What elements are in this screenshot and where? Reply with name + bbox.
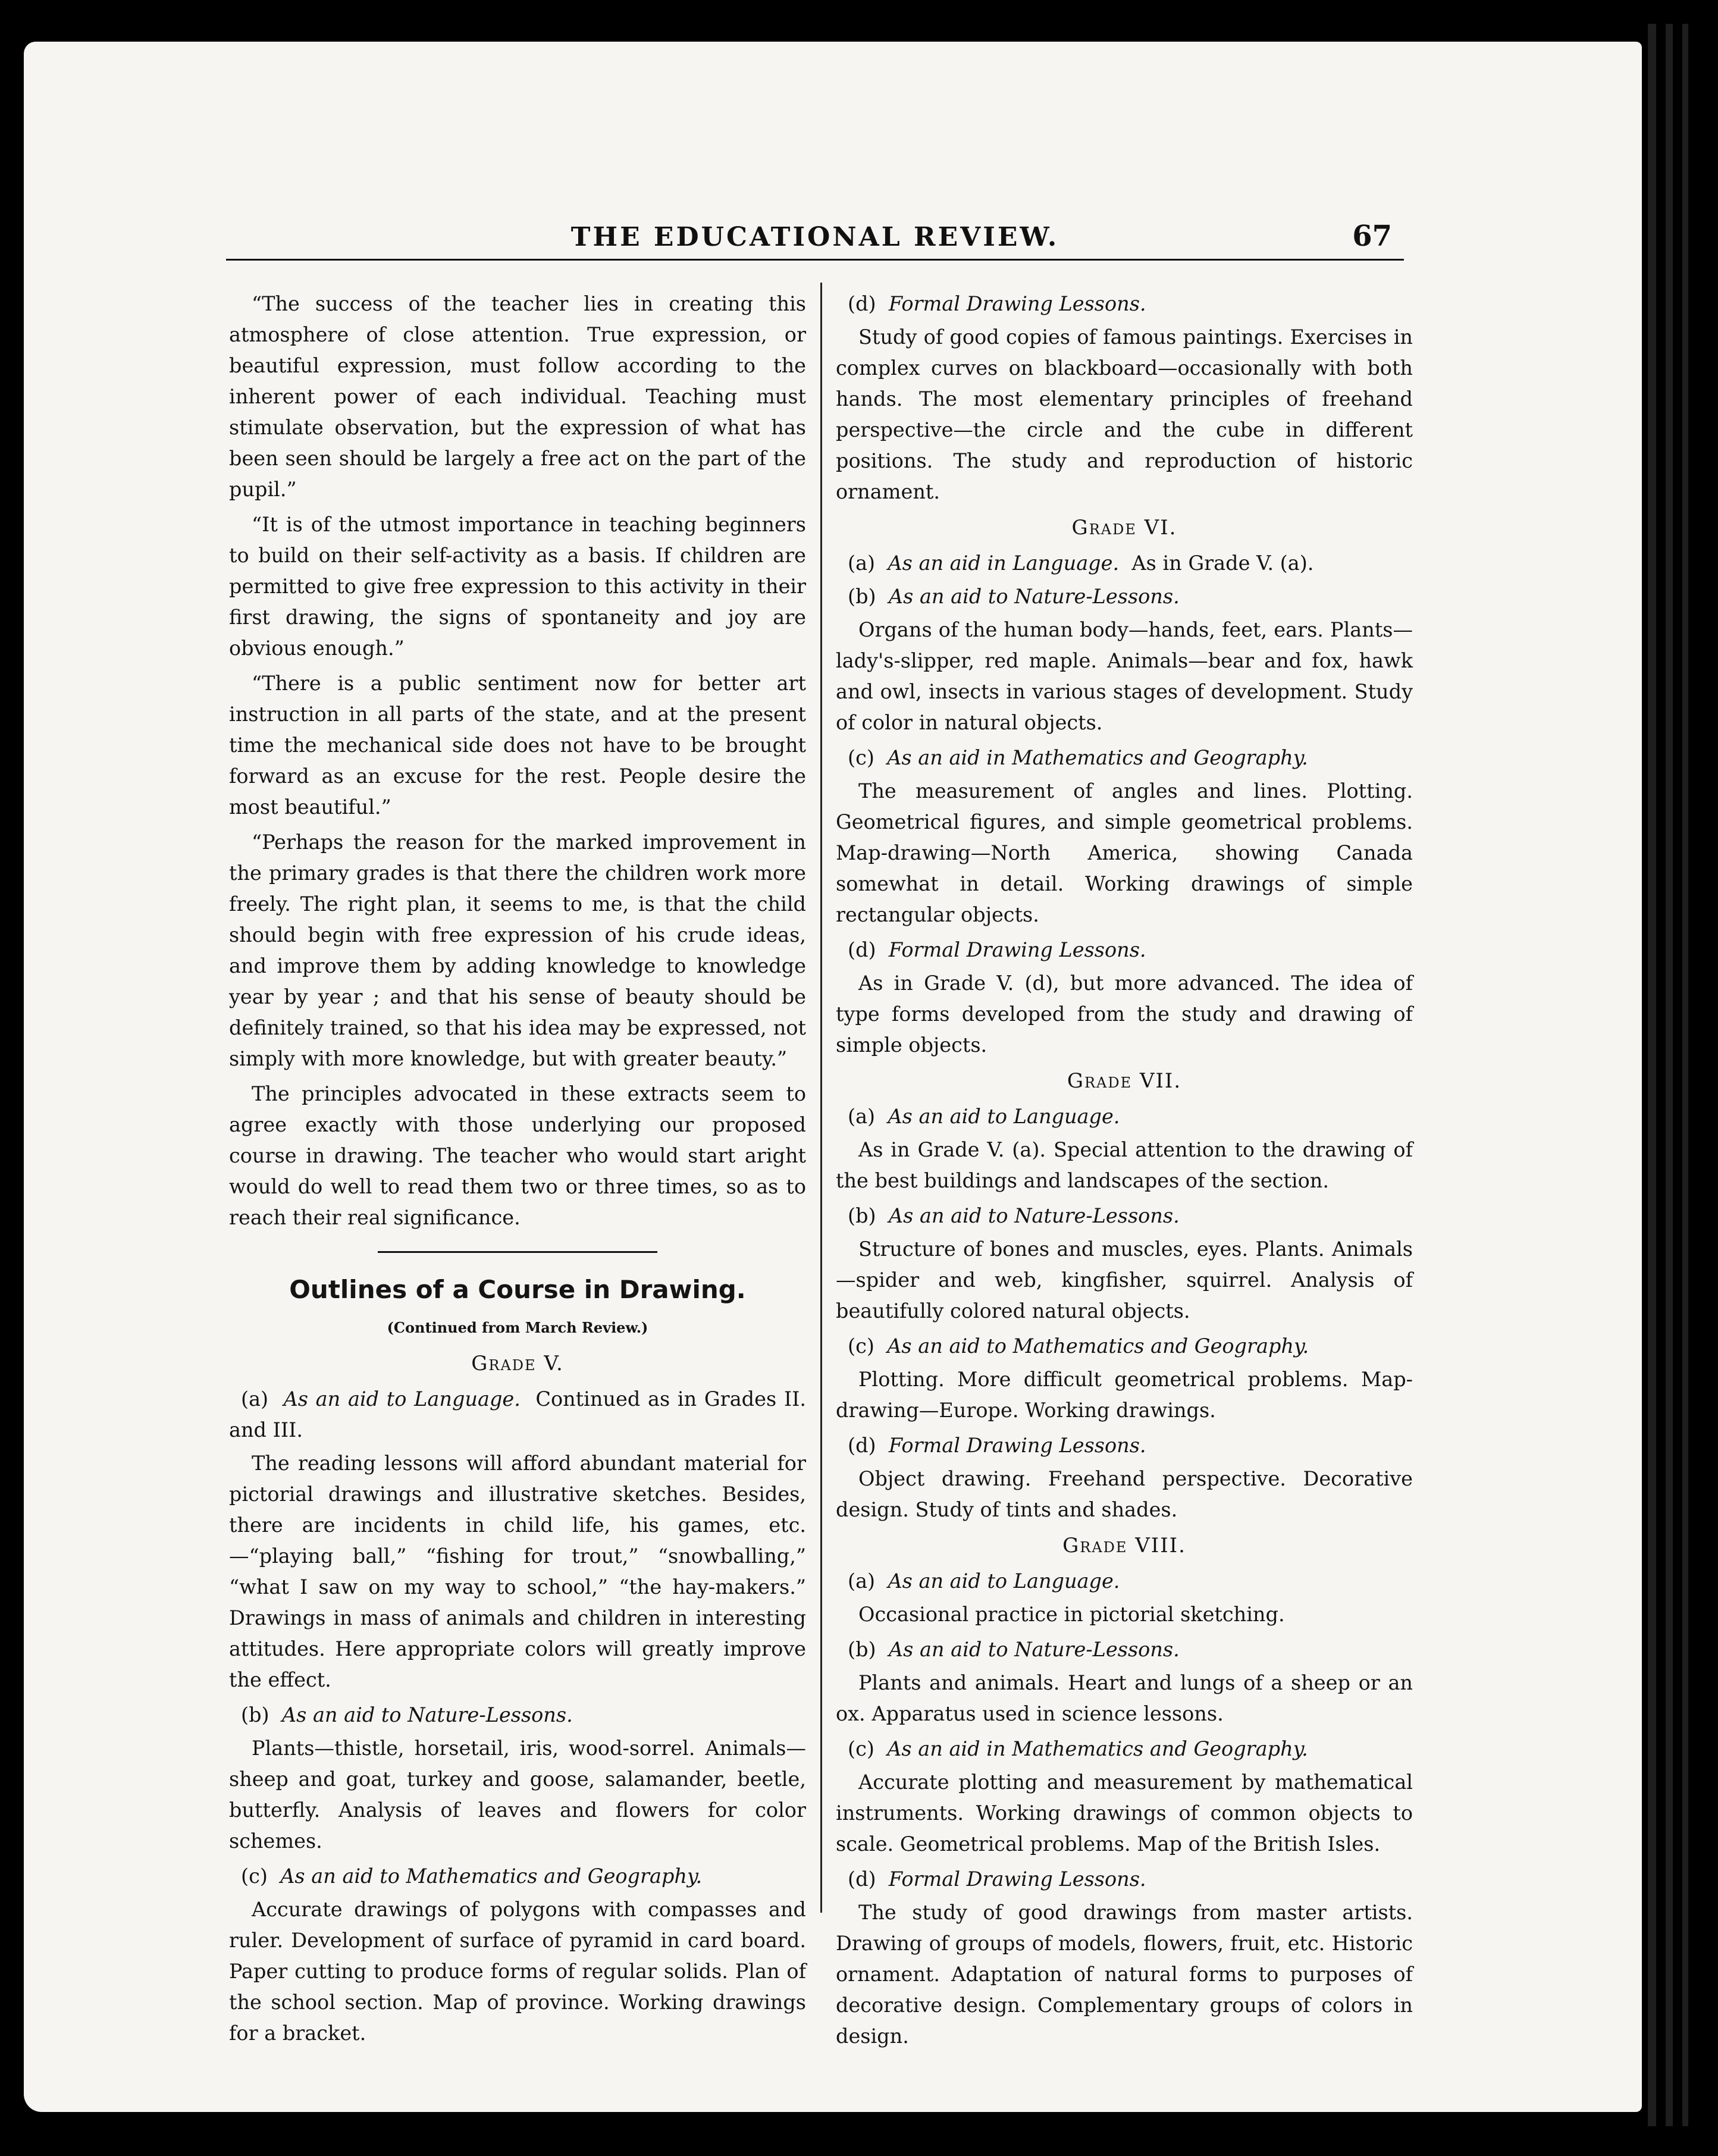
body-paragraph: Structure of bones and muscles, eyes. Plants. Animals—spider and web, kingfisher, squirrel. Analysis of beautifully colored natural objects. — [836, 1237, 1413, 1323]
item-marker: (c) — [241, 1864, 268, 1888]
item-label: Formal Drawing Lessons. — [888, 1434, 1146, 1457]
body-paragraph: Plants and animals. Heart and lungs of a sheep or an ox. Apparatus used in science lessons. — [836, 1671, 1413, 1725]
binding-edge-stripe — [1666, 24, 1673, 2126]
body-paragraph: The reading lessons will afford abundant material for pictorial drawings and illustrative sketches. Besides, there are incidents in child life, his games, etc.—“playing ball,” “fishing for trout,” “snowballing,” “what I saw on my way to school,” “the hay-makers.” Drawings in mass of animals and children in interesting attitudes. Here appropriate colors will greatly improve the effect. — [229, 1452, 806, 1691]
body-paragraph: Accurate plotting and measurement by mathematical instruments. Working drawings of common objects to scale. Geometrical problems. Map of the British Isles. — [836, 1770, 1413, 1856]
sub-item — [836, 1430, 1413, 1461]
body-paragraph: The measurement of angles and lines. Plotting. Geometrical figures, and simple geometrical problems. Map-drawing—North America, showing Canada somewhat in detail. Working drawings of simple rectangular objects. — [836, 779, 1413, 926]
item-marker: (a) — [848, 551, 876, 575]
left-column — [229, 289, 806, 2053]
body-paragraph: Plants—thistle, horsetail, iris, wood-sorrel. Animals—sheep and goat, turkey and goose, salamander, beetle, butterfly. Analysis of leaves and flowers for color schemes. — [229, 1737, 806, 1853]
binding-edge-stripe — [1648, 24, 1656, 2126]
sub-item — [836, 935, 1413, 966]
body-paragraph: The principles advocated in these extracts seem to agree exactly with those underlying our proposed course in drawing. The teacher who would start aright would do well to read them two or three times, so as to reach their real significance. — [229, 1082, 806, 1229]
sub-item — [836, 1634, 1413, 1665]
item-marker: (b) — [848, 585, 876, 608]
item-label: As an aid to Nature-Lessons. — [888, 585, 1180, 608]
grade-heading: Grade V. — [471, 1352, 564, 1375]
body-paragraph: As in Grade V. (d), but more advanced. The idea of type forms developed from the study and drawing of simple objects. — [836, 972, 1413, 1057]
item-label: As an aid in Mathematics and Geography. — [887, 1737, 1308, 1760]
item-label: As an aid to Language. — [888, 1569, 1120, 1593]
body-paragraph: The study of good drawings from master artists. Drawing of groups of models, flowers, fruit, etc. Historic ornament. Adaptation of natural forms to purposes of decorative design. Complementary groups of colors in design. — [836, 1901, 1413, 2048]
item-marker: (c) — [848, 746, 874, 769]
item-marker: (a) — [241, 1387, 269, 1411]
item-marker: (b) — [848, 1638, 876, 1661]
sub-item — [836, 1734, 1413, 1765]
article-title: Outlines of a Course in Drawing. — [289, 1275, 746, 1304]
sub-item — [836, 742, 1413, 773]
sub-item — [836, 581, 1413, 612]
continuation-note: (Continued from March Review.) — [387, 1319, 648, 1336]
body-paragraph: Object drawing. Freehand perspective. Decorative design. Study of tints and shades. — [836, 1467, 1413, 1521]
item-marker: (d) — [848, 292, 876, 315]
item-label: As an aid in Language. — [888, 551, 1120, 575]
item-label: Formal Drawing Lessons. — [888, 292, 1146, 315]
sub-item — [836, 289, 1413, 319]
item-label: As an aid to Nature-Lessons. — [888, 1638, 1180, 1661]
item-label: As an aid to Nature-Lessons. — [888, 1204, 1180, 1227]
binding-edge-stripe — [1682, 24, 1688, 2126]
sub-item — [229, 1861, 806, 1892]
grade-heading: Grade VIII. — [1062, 1534, 1186, 1558]
item-label: As an aid to Mathematics and Geography. — [887, 1334, 1309, 1358]
item-marker: (d) — [848, 1434, 876, 1457]
body-paragraph: As in Grade V. (a). Special attention to the drawing of the best buildings and landscapes of the section. — [836, 1138, 1413, 1192]
right-column — [836, 289, 1413, 2056]
item-marker: (a) — [848, 1569, 876, 1593]
body-paragraph: Study of good copies of famous paintings. Exercises in complex curves on blackboard—occasionally with both hands. The most elementary principles of freehand perspective—the circle and the cube in different positions. The study and reproduction of historic ornament. — [836, 325, 1413, 503]
body-paragraph: Occasional practice in pictorial sketching. — [858, 1603, 1285, 1626]
sub-item — [229, 1700, 806, 1731]
sub-item — [836, 1331, 1413, 1362]
column-divider — [820, 283, 822, 1913]
sub-item — [229, 1384, 806, 1446]
quote-paragraph: “There is a public sentiment now for better art instruction in all parts of the state, and at the present time the mechanical side does not have to be brought forward as an excuse for the rest. People desire the most beautiful.” — [229, 672, 806, 819]
page-number: 67 — [1352, 220, 1392, 253]
sub-item — [836, 1864, 1413, 1895]
sub-item — [836, 1201, 1413, 1231]
item-marker: (c) — [848, 1334, 874, 1358]
sub-item — [836, 548, 1413, 579]
item-text: Continued as in Grades II. and III. — [229, 1387, 806, 1441]
item-label: Formal Drawing Lessons. — [888, 1867, 1146, 1891]
running-header — [226, 217, 1404, 261]
item-marker: (c) — [848, 1737, 874, 1760]
quote-paragraph: “Perhaps the reason for the marked improvement in the primary grades is that there the children work more freely. The right plan, it seems to me, is that the child should begin with free expression of his crude ideas, and improve them by adding knowledge to knowledge year by year ; and that his sense of beauty should be definitely trained, so that his idea may be expressed, not simply with more knowledge, but with greater beauty.” — [229, 831, 806, 1070]
body-paragraph: Accurate drawings of polygons with compasses and ruler. Development of surface of pyramid in card board. Paper cutting to produce forms of regular solids. Plan of the school section. Map of province. Working drawings for a bracket. — [229, 1898, 806, 2045]
item-marker: (b) — [848, 1204, 876, 1227]
body-paragraph: Organs of the human body—hands, feet, ears. Plants—lady's-slipper, red maple. Animals—bear and fox, hawk and owl, insects in various stages of development. Study of color in natural objects. — [836, 618, 1413, 734]
item-marker: (a) — [848, 1105, 876, 1128]
item-text: As in Grade V. (a). — [1131, 551, 1314, 575]
item-marker: (d) — [848, 938, 876, 961]
journal-title: THE EDUCATIONAL REVIEW. — [570, 222, 1059, 252]
item-label: Formal Drawing Lessons. — [888, 938, 1146, 961]
quote-paragraph: “The success of the teacher lies in creating this atmosphere of close attention. True expression, or beautiful expression, must follow according to the inherent power of each individual. Teaching must stimulate observation, but the expression of what has been seen should be largely a free act on the part of the pupil.” — [229, 292, 806, 501]
item-label: As an aid to Nature-Lessons. — [281, 1703, 573, 1726]
sub-item — [836, 1566, 1413, 1597]
item-marker: (b) — [241, 1703, 269, 1726]
item-label: As an aid to Language. — [888, 1105, 1120, 1128]
quote-paragraph: “It is of the utmost importance in teaching beginners to build on their self-activity as a basis. If children are permitted to give free expression to this activity in their first drawing, the signs of spontaneity and joy are obvious enough.” — [229, 513, 806, 660]
sub-item — [836, 1101, 1413, 1132]
body-paragraph: Plotting. More difficult geometrical problems. Map-drawing—Europe. Working drawings. — [836, 1368, 1413, 1422]
item-marker: (d) — [848, 1867, 876, 1891]
item-label: As an aid in Mathematics and Geography. — [887, 746, 1308, 769]
item-label: As an aid to Mathematics and Geography. — [280, 1864, 703, 1888]
item-label: As an aid to Language. — [283, 1387, 521, 1411]
section-rule — [378, 1251, 657, 1253]
grade-heading: Grade VI. — [1071, 516, 1177, 540]
grade-heading: Grade VII. — [1067, 1069, 1182, 1093]
